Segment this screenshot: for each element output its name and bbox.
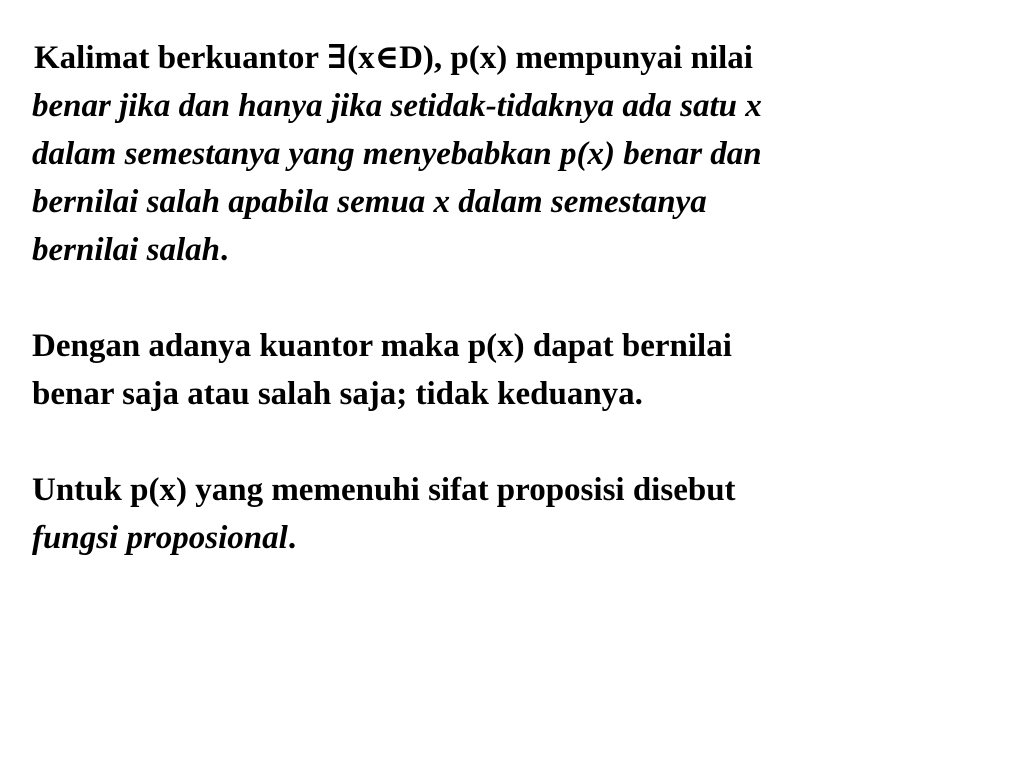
paragraph-propositional-function <box>32 466 992 562</box>
paragraph1-line5 <box>32 226 992 274</box>
paragraph1-line2: benar jika dan hanya jika setidak-tidaknya ada satu x <box>32 88 762 124</box>
paragraph1-line1: Kalimat berkuantor ∃(x∈D), p(x) mempunyai nilai <box>34 40 753 76</box>
paragraph-existential-quantifier <box>32 34 992 274</box>
paragraph-quantifier-effect <box>32 322 992 418</box>
paragraph3-line1: Untuk p(x) yang memenuhi sifat proposisi disebut <box>32 472 736 508</box>
paragraph2-line1: Dengan adanya kuantor maka p(x) dapat bernilai <box>32 328 732 364</box>
paragraph2-line2: benar saja atau salah saja; tidak keduanya. <box>32 376 643 412</box>
paragraph3-line2 <box>32 514 992 562</box>
paragraph3-line2-italic: fungsi proposional <box>32 520 288 556</box>
paragraph1-line5-italic: bernilai salah <box>32 232 220 268</box>
paragraph1-line3: dalam semestanya yang menyebabkan p(x) benar dan <box>32 136 762 172</box>
paragraph1-line4: bernilai salah apabila semua x dalam semestanya <box>32 184 707 220</box>
paragraph1-line5-end: . <box>219 232 229 268</box>
paragraph3-line2-end: . <box>287 520 297 556</box>
